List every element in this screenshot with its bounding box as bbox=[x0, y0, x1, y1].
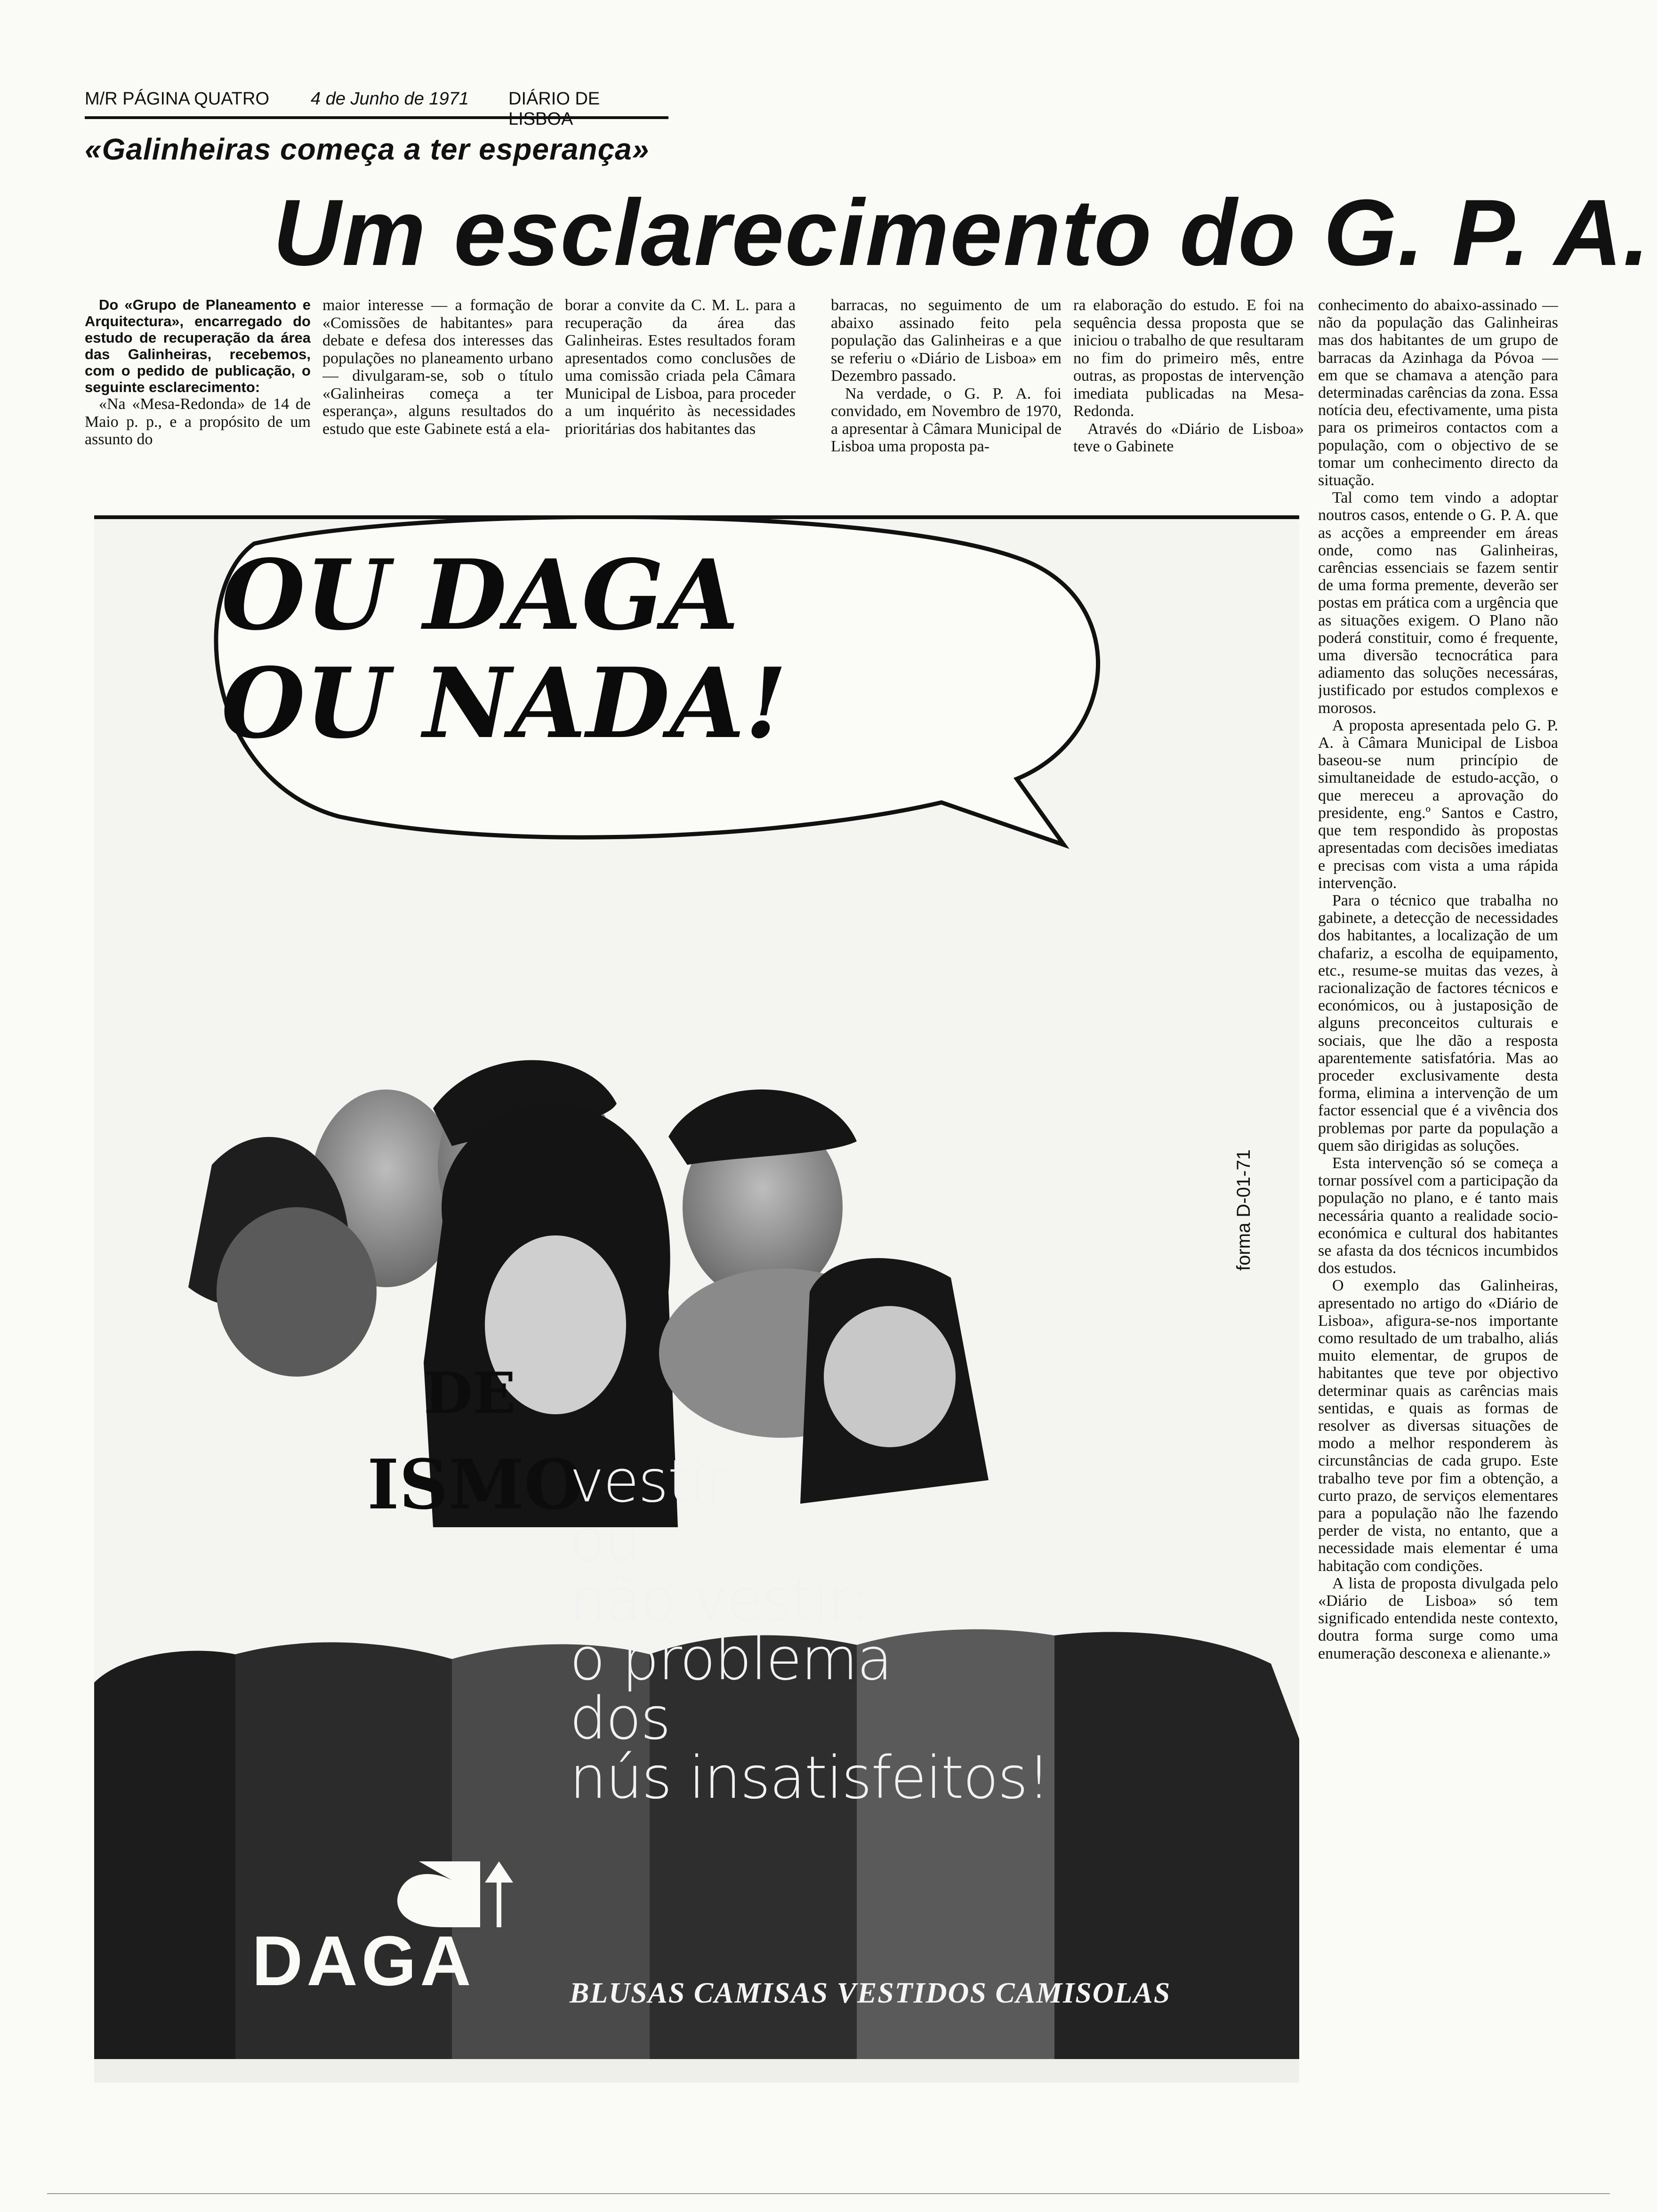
daga-brand-logo: DAGA bbox=[252, 1921, 475, 2000]
article-paragraph: borar a convite da C. M. L. para a recuperação da área das Galinheiras. Estes resultados foram apresentados como conclusões de uma comissão criada pela Câmara Municipal de Lisboa, para proceder a um inquérito às necessidades prioritárias dos habitantes das bbox=[565, 297, 796, 438]
screen-stencil-text-1: DE bbox=[424, 1360, 516, 1427]
ad-top-rule bbox=[94, 515, 1299, 519]
article-paragraph: A lista de proposta divulgada pelo «Diário de Lisboa» só tem significado entendida neste contexto, doutra forma surge como uma enumeração desconexa e alienante.» bbox=[1318, 1574, 1558, 1662]
article-headline: Um esclarecimento do G. P. A. bbox=[273, 180, 1650, 285]
article-paragraph: O exemplo das Galinheiras, apresentado no artigo do «Diário de Lisboa», afigura-se-nos importante como resultado de um trabalho, aliás muito elementar, de grupos de habitantes que teve por objectivo determinar quais as carências mais sentidas, e quais as formas de resolver as diversas situações de modo a melhor responderem às circunstâncias de cada grupo. Este trabalho teve por fim a obtenção, a curto prazo, de serviços elementares para a população não lhe fazendo perder de vista, no entanto, que a necessidade mais elementar é uma habitação com condições. bbox=[1318, 1277, 1558, 1575]
article-paragraph: Esta intervenção só se começa a tornar possível com a participação da população no plano, e é tanto mais necessária quanto a realidade socio-económica e cultural dos habitantes se afasta da dos técnicos incumbidos dos estudos. bbox=[1318, 1154, 1558, 1277]
article-paragraph: conhecimento do abaixo-assinado — não da população das Galinheiras mas dos habitantes de um grupo de barracas da Azinhaga da Póvoa — em que se chamava a atenção para determinadas carências da zona. Essa notícia deu, efectivamente, uma pista para os primeiros contactos com a população, com o objectivo de se tomar um conhecimento directo da situação. bbox=[1318, 297, 1558, 489]
issue-date: 4 de Junho de 1971 bbox=[311, 89, 469, 109]
slogan-line: dos bbox=[570, 1685, 670, 1753]
article-column-4 bbox=[831, 297, 1062, 494]
article-paragraph: ra elaboração do estudo. E foi na sequência dessa proposta que se iniciou o trabalho de que resultaram no fim do primeiro mês, entre outras, as propostas de intervenção imediata publicadas na Mesa-Redonda. bbox=[1073, 297, 1304, 420]
page-bottom-rule bbox=[47, 2193, 1610, 2194]
article-column-3 bbox=[565, 297, 796, 494]
article-lead: Do «Grupo de Planeamento e Arquitectura», encarregado do estudo de recuperação da área das Galinheiras, recebemos, com o pedido de publicação, o seguinte esclarecimento: bbox=[85, 297, 311, 395]
article-paragraph: Para o técnico que trabalha no gabinete, a detecção de necessidades dos habitantes, a localização de um chafariz, a escolha de equipamento, etc., resume-se muitas das vezes, à racionalização de factores técnicos e económicos, ou à justaposição de alguns preconceitos culturais e sociais, que lhe dão a resposta aparentemente satisfatória. Mas ao proceder exclusivamente desta forma, elimina a intervenção de um factor essencial que é a vivência dos problemas por parte da população a quem são dirigidas as soluções. bbox=[1318, 891, 1558, 1154]
ad-slogan bbox=[570, 1448, 1182, 1812]
page-header bbox=[85, 87, 668, 129]
article-paragraph: barracas, no seguimento de um abaixo assinado feito pela população das Galinheiras e a que se referiu o «Diário de Lisboa» em Dezembro passado. bbox=[831, 297, 1062, 385]
article-column-6 bbox=[1318, 297, 1558, 2085]
article-paragraph: A proposta apresentada pelo G. P. A. à Câmara Municipal de Lisboa baseou-se num princípio de simultaneidade de estudo-acção, o que mereceu a aprovação do presidente, eng.º Santos e Castro, que tem respondido às propostas apresentadas com decisões imediatas e precisas com vista a uma rápida intervenção. bbox=[1318, 716, 1558, 892]
article-paragraph: maior interesse — a formação de «Comissões de habitantes» para debate e defesa dos interesses das populações no planeamento urbano — divulgaram-se, sob o título «Galinheiras começa a ter esperança», alguns resultados do estudo que este Gabinete está a ela- bbox=[322, 297, 553, 438]
slogan-line: não vestir: bbox=[570, 1566, 869, 1634]
forma-code-label: forma D-01-71 bbox=[1233, 1149, 1254, 1271]
article-paragraph: Através do «Diário de Lisboa» teve o Gabinete bbox=[1073, 420, 1304, 455]
article-paragraph: Tal como tem vindo a adoptar noutros casos, entende o G. P. A. que as acções a empreender em áreas onde, como nas Galinheiras, carências essenciais se fazem sentir de uma forma premente, deverão ser postas em prática com a urgência que as situações exigem. O Plano não poderá constituir, como é frequente, uma diversão tecnocrática para adiamento das soluções necessáras, justificado por estudos complexos e morosos. bbox=[1318, 489, 1558, 717]
slogan-line: ou bbox=[570, 1507, 641, 1575]
article-paragraph: Na verdade, o G. P. A. foi convidado, em Novembro de 1970, a apresentar à Câmara Municipal de Lisboa uma proposta pa- bbox=[831, 385, 1062, 455]
article-kicker: «Galinheiras começa a ter esperança» bbox=[85, 132, 650, 166]
daga-advertisement bbox=[94, 515, 1299, 2083]
slogan-line: vestir bbox=[570, 1448, 728, 1515]
bubble-line-1: OU DAGA bbox=[221, 539, 739, 652]
speech-bubble-text bbox=[221, 541, 787, 758]
slogan-line: nús insatisfeitos! bbox=[570, 1744, 1050, 1812]
slogan-line: o problema bbox=[570, 1626, 892, 1693]
newspaper-name: DIÁRIO DE LISBOA bbox=[508, 89, 600, 129]
forma-code bbox=[1233, 1082, 1262, 1280]
article-column-5 bbox=[1073, 297, 1304, 494]
article-column-2 bbox=[322, 297, 553, 494]
screen-stencil-text-2: ISMO bbox=[367, 1445, 584, 1525]
section-label: M/R PÁGINA QUATRO bbox=[85, 89, 270, 109]
article-column-1 bbox=[85, 297, 311, 494]
bubble-line-2: OU NADA! bbox=[221, 647, 787, 760]
article-paragraph: «Na «Mesa-Redonda» de 14 de Maio p. p., e a propósito de um assunto do bbox=[85, 395, 311, 448]
product-list: BLUSAS CAMISAS VESTIDOS CAMISOLAS bbox=[570, 1977, 1171, 2009]
